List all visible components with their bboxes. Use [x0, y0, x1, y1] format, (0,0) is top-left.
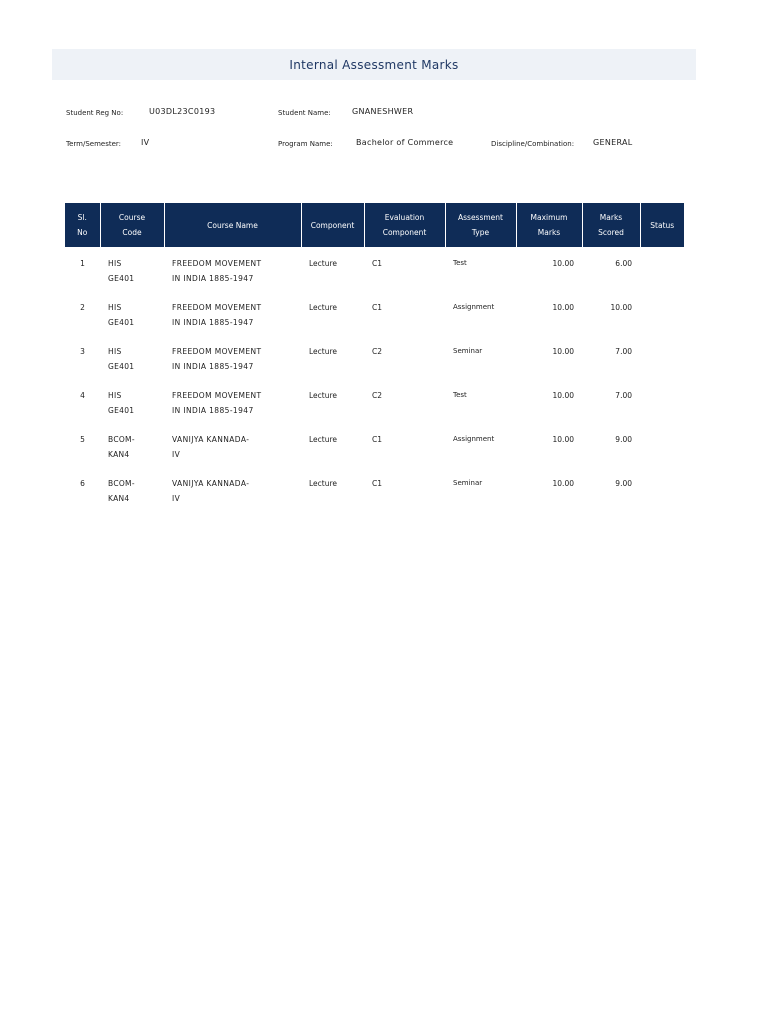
cell-maximum-marks: 10.00	[552, 391, 574, 400]
cell-course-code: HIS GE401	[108, 259, 135, 283]
reg-no-label: Student Reg No:	[66, 109, 124, 117]
table-row	[65, 423, 684, 467]
program-label: Program Name:	[278, 140, 333, 148]
cell-component: Lecture	[309, 303, 338, 312]
table-row	[65, 467, 684, 511]
cell-status	[640, 247, 684, 291]
term-value: IV	[141, 138, 150, 147]
cell-sl-no: 3	[80, 347, 85, 356]
header-sl-no: Sl. No	[65, 203, 100, 247]
cell-maximum-marks: 10.00	[552, 479, 574, 488]
table-row	[65, 379, 684, 423]
cell-component: Lecture	[309, 435, 338, 444]
discipline-label: Discipline/Combination:	[491, 140, 575, 148]
cell-course-name: FREEDOM MOVEMENT IN INDIA 1885-1947	[172, 259, 262, 283]
cell-status	[640, 423, 684, 467]
table-row	[65, 291, 684, 335]
cell-evaluation-component: C1	[372, 479, 383, 488]
cell-assessment-type: Test	[453, 391, 467, 399]
cell-course-name: VANIJYA KANNADA- IV	[172, 479, 250, 503]
header-maximum-marks: Maximum Marks	[516, 203, 582, 247]
cell-course-code: HIS GE401	[108, 303, 135, 327]
header-evaluation-component: Evaluation Component	[364, 203, 445, 247]
cell-course-name: FREEDOM MOVEMENT IN INDIA 1885-1947	[172, 391, 262, 415]
title-bar	[52, 49, 696, 80]
cell-sl-no: 1	[80, 259, 85, 268]
header-marks-scored: Marks Scored	[582, 203, 640, 247]
program-value: Bachelor of Commerce	[356, 138, 454, 147]
cell-sl-no: 2	[80, 303, 85, 312]
cell-course-code: BCOM- KAN4	[108, 479, 135, 503]
cell-course-code: HIS GE401	[108, 347, 135, 371]
cell-status	[640, 291, 684, 335]
cell-maximum-marks: 10.00	[552, 259, 574, 268]
cell-marks-scored: 7.00	[615, 347, 632, 356]
header-assessment-type: Assessment Type	[445, 203, 516, 247]
cell-maximum-marks: 10.00	[552, 303, 574, 312]
table-row	[65, 335, 684, 379]
header-course-code: Course Code	[100, 203, 164, 247]
discipline-value: GENERAL	[593, 138, 633, 147]
cell-status	[640, 467, 684, 511]
cell-sl-no: 6	[80, 479, 85, 488]
cell-assessment-type: Seminar	[453, 479, 483, 487]
cell-assessment-type: Assignment	[453, 303, 495, 311]
cell-evaluation-component: C1	[372, 303, 383, 312]
header-component: Component	[301, 203, 364, 247]
cell-component: Lecture	[309, 479, 338, 488]
header-course-name: Course Name	[164, 203, 301, 247]
cell-status	[640, 335, 684, 379]
cell-component: Lecture	[309, 391, 338, 400]
cell-evaluation-component: C1	[372, 259, 383, 268]
cell-course-name: FREEDOM MOVEMENT IN INDIA 1885-1947	[172, 347, 262, 371]
cell-sl-no: 5	[80, 435, 85, 444]
cell-sl-no: 4	[80, 391, 85, 400]
cell-course-name: FREEDOM MOVEMENT IN INDIA 1885-1947	[172, 303, 262, 327]
cell-marks-scored: 7.00	[615, 391, 632, 400]
cell-marks-scored: 10.00	[610, 303, 632, 312]
cell-assessment-type: Seminar	[453, 347, 483, 355]
student-name-value: GNANESHWER	[352, 107, 414, 116]
cell-maximum-marks: 10.00	[552, 435, 574, 444]
cell-course-code: HIS GE401	[108, 391, 135, 415]
cell-component: Lecture	[309, 347, 338, 356]
term-label: Term/Semester:	[66, 140, 122, 148]
cell-evaluation-component: C2	[372, 347, 383, 356]
cell-maximum-marks: 10.00	[552, 347, 574, 356]
page-title: Internal Assessment Marks	[289, 57, 459, 72]
table-row	[65, 247, 684, 291]
cell-assessment-type: Test	[453, 259, 467, 267]
cell-marks-scored: 9.00	[615, 479, 632, 488]
cell-component: Lecture	[309, 259, 338, 268]
marks-table	[65, 203, 684, 511]
header-status: Status	[640, 203, 684, 247]
cell-assessment-type: Assignment	[453, 435, 495, 443]
cell-marks-scored: 9.00	[615, 435, 632, 444]
cell-evaluation-component: C2	[372, 391, 383, 400]
student-name-label: Student Name:	[278, 109, 331, 117]
cell-evaluation-component: C1	[372, 435, 383, 444]
cell-course-code: BCOM- KAN4	[108, 435, 135, 459]
cell-course-name: VANIJYA KANNADA- IV	[172, 435, 250, 459]
cell-status	[640, 379, 684, 423]
table-header-row	[65, 203, 684, 247]
cell-marks-scored: 6.00	[615, 259, 632, 268]
reg-no-value: U03DL23C0193	[149, 107, 216, 116]
